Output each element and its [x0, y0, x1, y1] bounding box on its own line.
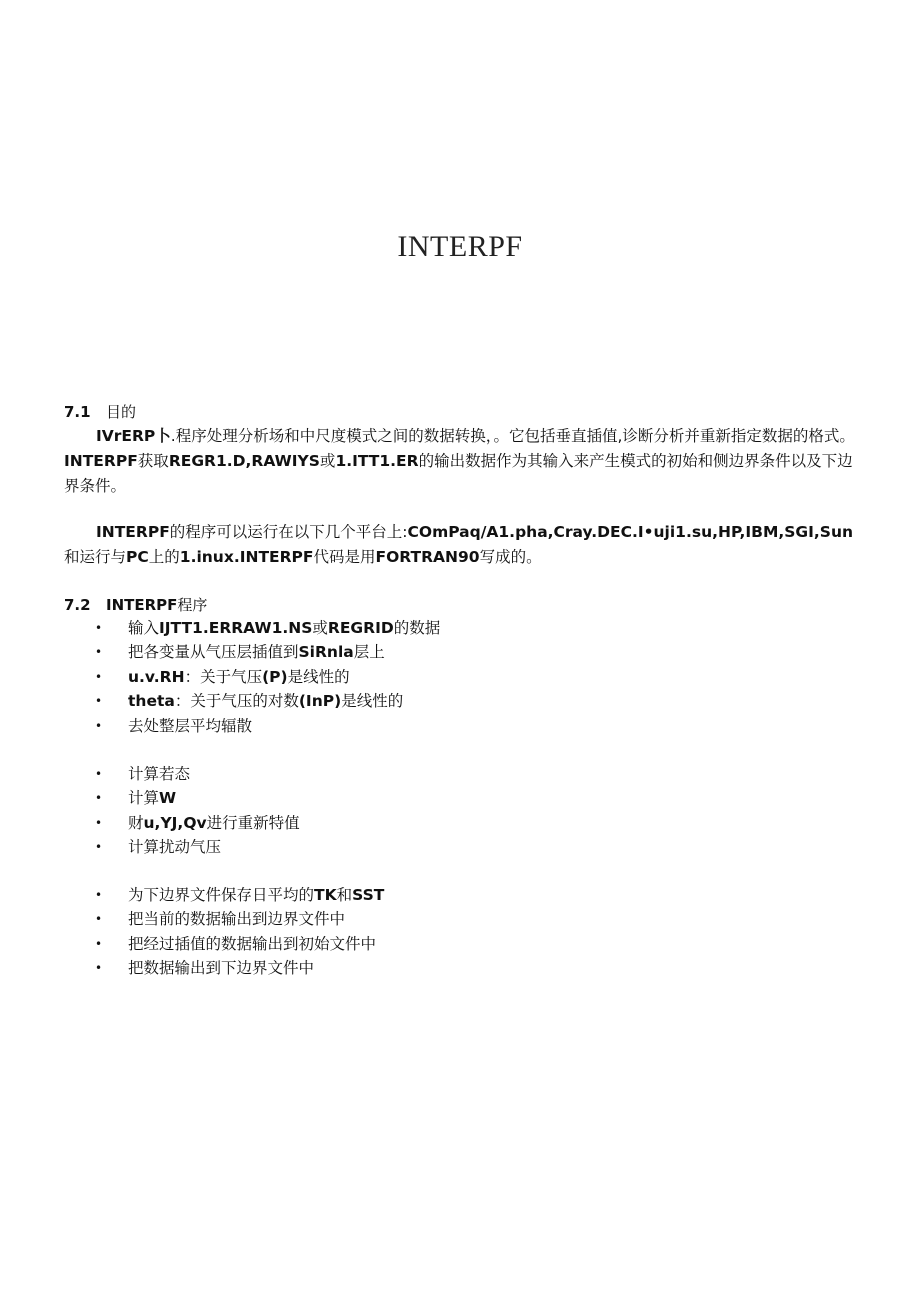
- inline-bold: SiRnla: [298, 643, 354, 662]
- inline-text: ：关于气压: [184, 667, 263, 686]
- list-item: [95, 956, 384, 980]
- section-title-suffix: 程序: [177, 596, 208, 614]
- inline-text: 计算: [128, 789, 160, 808]
- inline-text: 代码是用: [313, 548, 376, 566]
- inline-text: 或: [319, 452, 336, 470]
- inline-bold: TK: [314, 886, 337, 904]
- inline-text: 和: [336, 886, 353, 904]
- paragraph-platforms: [64, 520, 856, 570]
- inline-text: 输入: [128, 619, 160, 637]
- bullet-icon: •: [95, 767, 103, 781]
- inline-bold: REGRID: [327, 619, 394, 637]
- inline-bold: COmPaq/A1.pha,Cray.DEC.I•uji1.su,HP,IBM,SGI,Sun: [407, 523, 854, 541]
- inline-text: 获取: [137, 452, 169, 470]
- bullet-list-output: [95, 883, 384, 981]
- inline-bold: 1.ITT1.ER: [335, 452, 419, 470]
- bullet-list-interpolation: [95, 616, 440, 738]
- bullet-icon: •: [95, 694, 103, 709]
- bullet-list-computation: [95, 762, 300, 860]
- inline-bold: FORTRAN90: [375, 548, 480, 566]
- bullet-icon: •: [95, 840, 103, 855]
- section-7-2-heading: [64, 594, 207, 615]
- bullet-icon: •: [95, 961, 103, 976]
- list-item: [95, 689, 440, 713]
- inline-text: 的程序可以运行在以下几个平台上:: [169, 523, 408, 541]
- inline-bold: u.v.RH: [128, 667, 185, 686]
- bullet-icon: •: [95, 888, 103, 902]
- bullet-icon: •: [95, 791, 103, 806]
- inline-bold: INTERPF: [64, 452, 138, 470]
- inline-text: 财: [128, 813, 144, 832]
- inline-bold: (InP): [298, 692, 342, 711]
- inline-text: 的输出数据作为其输入来产生模式的初始和侧边界条件以及下边界条件。: [64, 452, 853, 495]
- inline-bold: IJTT1.ERRAW1.NS: [159, 619, 313, 637]
- inline-text: 上的: [148, 548, 180, 566]
- inline-bold: u,YJ,Qv: [143, 813, 207, 832]
- bullet-icon: •: [95, 936, 103, 951]
- inline-bold: PC: [126, 548, 149, 566]
- list-item: [95, 932, 384, 956]
- bullet-icon: •: [95, 669, 103, 684]
- list-item: [95, 665, 440, 689]
- section-title: 目的: [106, 403, 137, 421]
- inline-text: 和运行与: [64, 548, 127, 566]
- list-item: [95, 835, 300, 859]
- inline-bold: REGR1.D,RAWIYS: [168, 452, 320, 470]
- list-item: [95, 907, 384, 931]
- inline-text: 写成的。: [479, 548, 542, 566]
- inline-bold: W: [159, 789, 177, 808]
- inline-text: 为下边界文件保存日平均的: [128, 886, 315, 904]
- inline-text: 是线性的: [341, 692, 404, 711]
- inline-bold: SST: [352, 886, 385, 904]
- section-number: 7.2: [64, 596, 91, 614]
- inline-bold: (P): [262, 667, 288, 686]
- inline-text: 把数据输出到下边界文件中: [128, 959, 315, 978]
- bullet-icon: •: [95, 815, 103, 830]
- inline-text: ：关于气压的对数: [174, 692, 299, 711]
- inline-text: .程序处理分析场和中尺度模式之间的数据转换，。它包括垂直插值,诊断分析并重新指定数据的格式。: [170, 427, 855, 445]
- list-item: [95, 786, 300, 810]
- section-7-1-heading: [64, 401, 136, 422]
- inline-text: 是线性的: [287, 667, 350, 686]
- inline-bold: 1.inux.INTERPF: [179, 548, 314, 566]
- inline-bold: IVrERP卜: [96, 427, 171, 445]
- inline-text: 进行重新特值: [206, 813, 300, 832]
- inline-text: 把当前的数据输出到边界文件中: [128, 910, 346, 929]
- inline-bold: theta: [128, 692, 175, 711]
- bullet-icon: •: [95, 718, 103, 733]
- inline-text: 计算扰动气压: [128, 838, 222, 857]
- list-item: [95, 640, 440, 664]
- inline-bold: INTERPF: [96, 523, 170, 541]
- list-item: [95, 811, 300, 835]
- section-title-bold: INTERPF: [106, 596, 178, 614]
- bullet-icon: •: [95, 621, 103, 635]
- inline-text: 计算若态: [128, 765, 191, 783]
- bullet-icon: •: [95, 912, 103, 927]
- document-title: INTERPF: [397, 230, 523, 263]
- inline-text: 层上: [353, 643, 385, 662]
- list-item: [95, 616, 440, 640]
- section-number: 7.1: [64, 403, 91, 421]
- inline-text: 的数据: [393, 619, 441, 637]
- inline-text: 把经过插值的数据输出到初始文件中: [128, 934, 377, 953]
- inline-text: 把各变量从气压层插值到: [128, 643, 299, 662]
- list-item: [95, 762, 300, 786]
- bullet-icon: •: [95, 645, 103, 660]
- inline-text: 或: [312, 619, 328, 637]
- list-item: [95, 883, 384, 907]
- paragraph-purpose: [64, 424, 856, 499]
- inline-text: 去处整层平均辐散: [128, 716, 253, 735]
- list-item: [95, 714, 440, 738]
